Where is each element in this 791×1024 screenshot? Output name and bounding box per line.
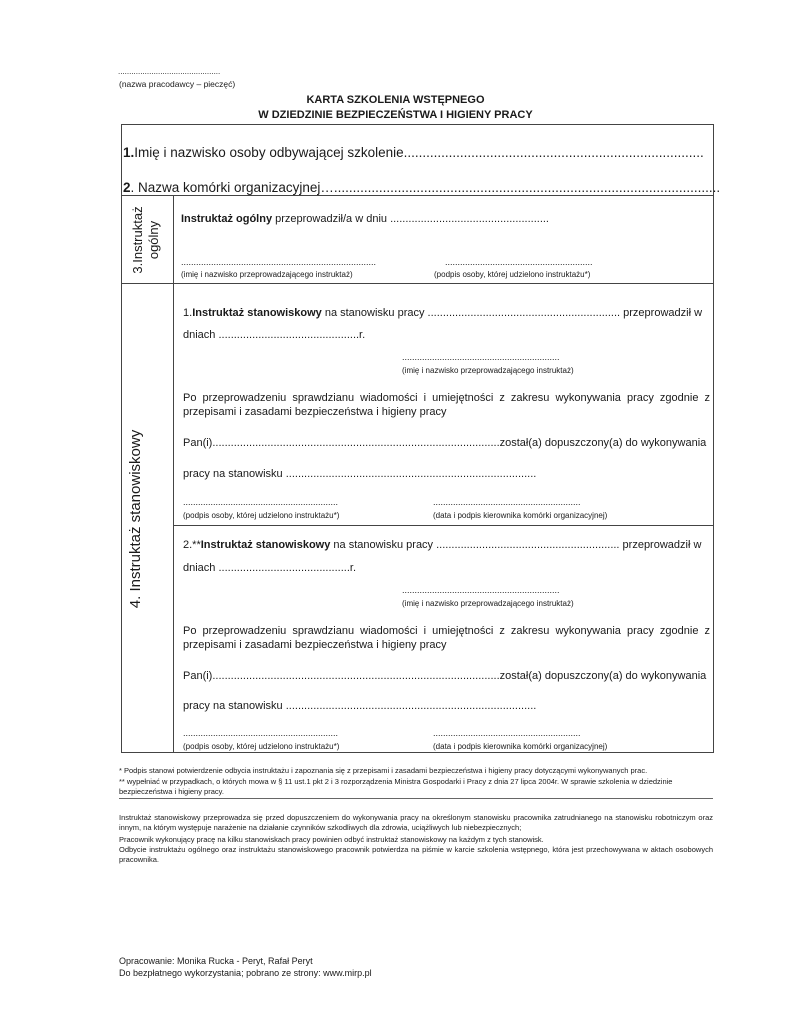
- field1-dots: ................................................................................: [403, 145, 704, 160]
- note-paragraph-2: Pracownik wykonujący pracę na kilku stanowiskach pracy powinien odbyć instruktaż stanowiskowy na każdym z tych stanowisk.: [119, 835, 544, 844]
- workplace-1-person-field[interactable]: Pan(i)..............................................................................................został(a) dopuszczony(a) do wykonywania: [183, 437, 707, 449]
- workplace-2-trainee-signature-dots[interactable]: ..............................................................: [183, 728, 339, 738]
- workplace-2-manager-caption: (data i podpis kierownika komórki organizacyjnej): [433, 742, 608, 751]
- employer-label: (nazwa pracodawcy – pieczęć): [119, 79, 236, 89]
- general-training-date-field[interactable]: [181, 212, 549, 226]
- workplace-1-trainee-caption: (podpis osoby, której udzielono instruktażu*): [183, 511, 340, 520]
- field1-number: 1.: [123, 145, 135, 160]
- workplace-1-post-field[interactable]: pracy na stanowisku ..................................................................................: [183, 468, 537, 480]
- workplace-1-check-text: Po przeprowadzeniu sprawdzianu wiadomości i umiejętności z zakresu wykonywania pracy zgodnie z przepisami i zasadami bezpieczeństwa i higieny pracy: [183, 392, 710, 418]
- workplace-2-instructor-dots[interactable]: ...............................................................: [402, 585, 560, 595]
- participant-name-field[interactable]: [123, 144, 704, 161]
- workplace-2-trainee-caption: (podpis osoby, której udzielono instruktażu*): [183, 742, 340, 751]
- workplace-2-date-field[interactable]: dniach ...........................................r.: [183, 562, 356, 574]
- department-field[interactable]: [123, 179, 720, 196]
- workplace-1-manager-signature-dots[interactable]: ...........................................................: [433, 497, 581, 507]
- field2-number: 2: [123, 180, 131, 195]
- workplace-2-check-text: Po przeprowadzeniu sprawdzianu wiadomości i umiejętności z zakresu wykonywania pracy zgodnie z przepisami i zasadami bezpieczeństwa i higieny pracy: [183, 625, 710, 651]
- field1-label: Imię i nazwisko osoby odbywającej szkolenie: [134, 145, 404, 160]
- footer-source: Do bezpłatnego wykorzystania; pobrano ze strony: www.mirp.pl: [119, 968, 372, 978]
- general-text: przeprowadził/a w dniu ....................................................: [272, 213, 549, 225]
- general-bold-label: Instruktaż ogólny: [181, 213, 273, 225]
- workplace-1-date-field[interactable]: dniach ..............................................r.: [183, 329, 366, 341]
- general-instructor-caption: (imię i nazwisko przeprowadzającego instruktaż): [181, 270, 353, 279]
- document-title-line1: KARTA SZKOLENIA WSTĘPNEGO: [306, 94, 485, 106]
- workplace-1-instructor-caption: (imię i nazwisko przeprowadzającego instruktaż): [402, 366, 574, 375]
- workplace-2-manager-signature-dots[interactable]: ...........................................................: [433, 728, 581, 738]
- note-paragraph-3: Odbycie instruktażu ogólnego oraz instruktażu stanowiskowego pracownik potwierdza na piśmie w karcie szkolenia wstępnego, która jest przechowywana w aktach osobowych pracownika.: [119, 845, 713, 864]
- workplace-2-instructor-caption: (imię i nazwisko przeprowadzającego instruktaż): [402, 599, 574, 608]
- document-title-line2: W DZIEDZINIE BEZPIECZEŃSTWA I HIGIENY PRACY: [258, 109, 533, 121]
- field2-label: . Nazwa komórki organizacyjnej: [130, 180, 321, 195]
- workplace-1-position-field[interactable]: 1.Instruktaż stanowiskowy na stanowisku pracy ............................................................... przeprowadził w: [183, 307, 703, 319]
- field2-dots: ….......................................................................................................: [320, 180, 721, 195]
- workplace-2-post-field[interactable]: pracy na stanowisku ..................................................................................: [183, 700, 537, 712]
- workplace-1-instructor-dots[interactable]: ...............................................................: [402, 352, 560, 362]
- footer-authors: Opracowanie: Monika Rucka - Peryt, Rafał Peryt: [119, 956, 313, 966]
- workplace-1-manager-caption: (data i podpis kierownika komórki organizacyjnej): [433, 511, 608, 520]
- workplace-2-position-field[interactable]: 2.**Instruktaż stanowiskowy na stanowisku pracy ............................................................ przeprowadził w: [183, 539, 702, 551]
- footnote-divider: [119, 798, 713, 799]
- workplace-training-side-label: 4. Instruktaż stanowiskowy: [127, 429, 144, 609]
- footnote-star1: * Podpis stanowi potwierdzenie odbycia instruktażu i zapoznania się z przepisami i zasadami bezpieczeństwa i higieny pracy dotyczącymi wykonywanych prac.: [119, 766, 648, 775]
- general-trainee-signature-dots[interactable]: ...........................................................: [445, 257, 593, 267]
- note-paragraph-1: Instruktaż stanowiskowy przeprowadza się przed dopuszczeniem do wykonywania pracy na określonym stanowisku pracownika zatrudnianego na stanowisku robotniczym oraz innym, na którym występuje narażenie na działanie czynników szkodliwych dla zdrowia, uciążliwych lub niebezpiecznych;: [119, 813, 713, 832]
- footnote-star2: ** wypełniać w przypadkach, o których mowa w § 11 ust.1 pkt 2 i 3 rozporządzenia Ministra Gospodarki i Pracy z dnia 27 lipca 2004r. W sprawie szkolenia w dziedzinie bezpieczeństwa i higieny pracy.: [119, 777, 673, 796]
- employer-dots: ..............................................: [118, 67, 221, 76]
- general-training-side-label: 3.Instruktaż ogólny: [130, 206, 161, 274]
- general-instructor-signature-dots[interactable]: ..............................................................................: [181, 257, 377, 267]
- workplace-2-person-field[interactable]: Pan(i)..............................................................................................został(a) dopuszczony(a) do wykonywania: [183, 670, 707, 682]
- workplace-1-trainee-signature-dots[interactable]: ..............................................................: [183, 497, 339, 507]
- general-trainee-caption: (podpis osoby, której udzielono instruktażu*): [434, 270, 591, 279]
